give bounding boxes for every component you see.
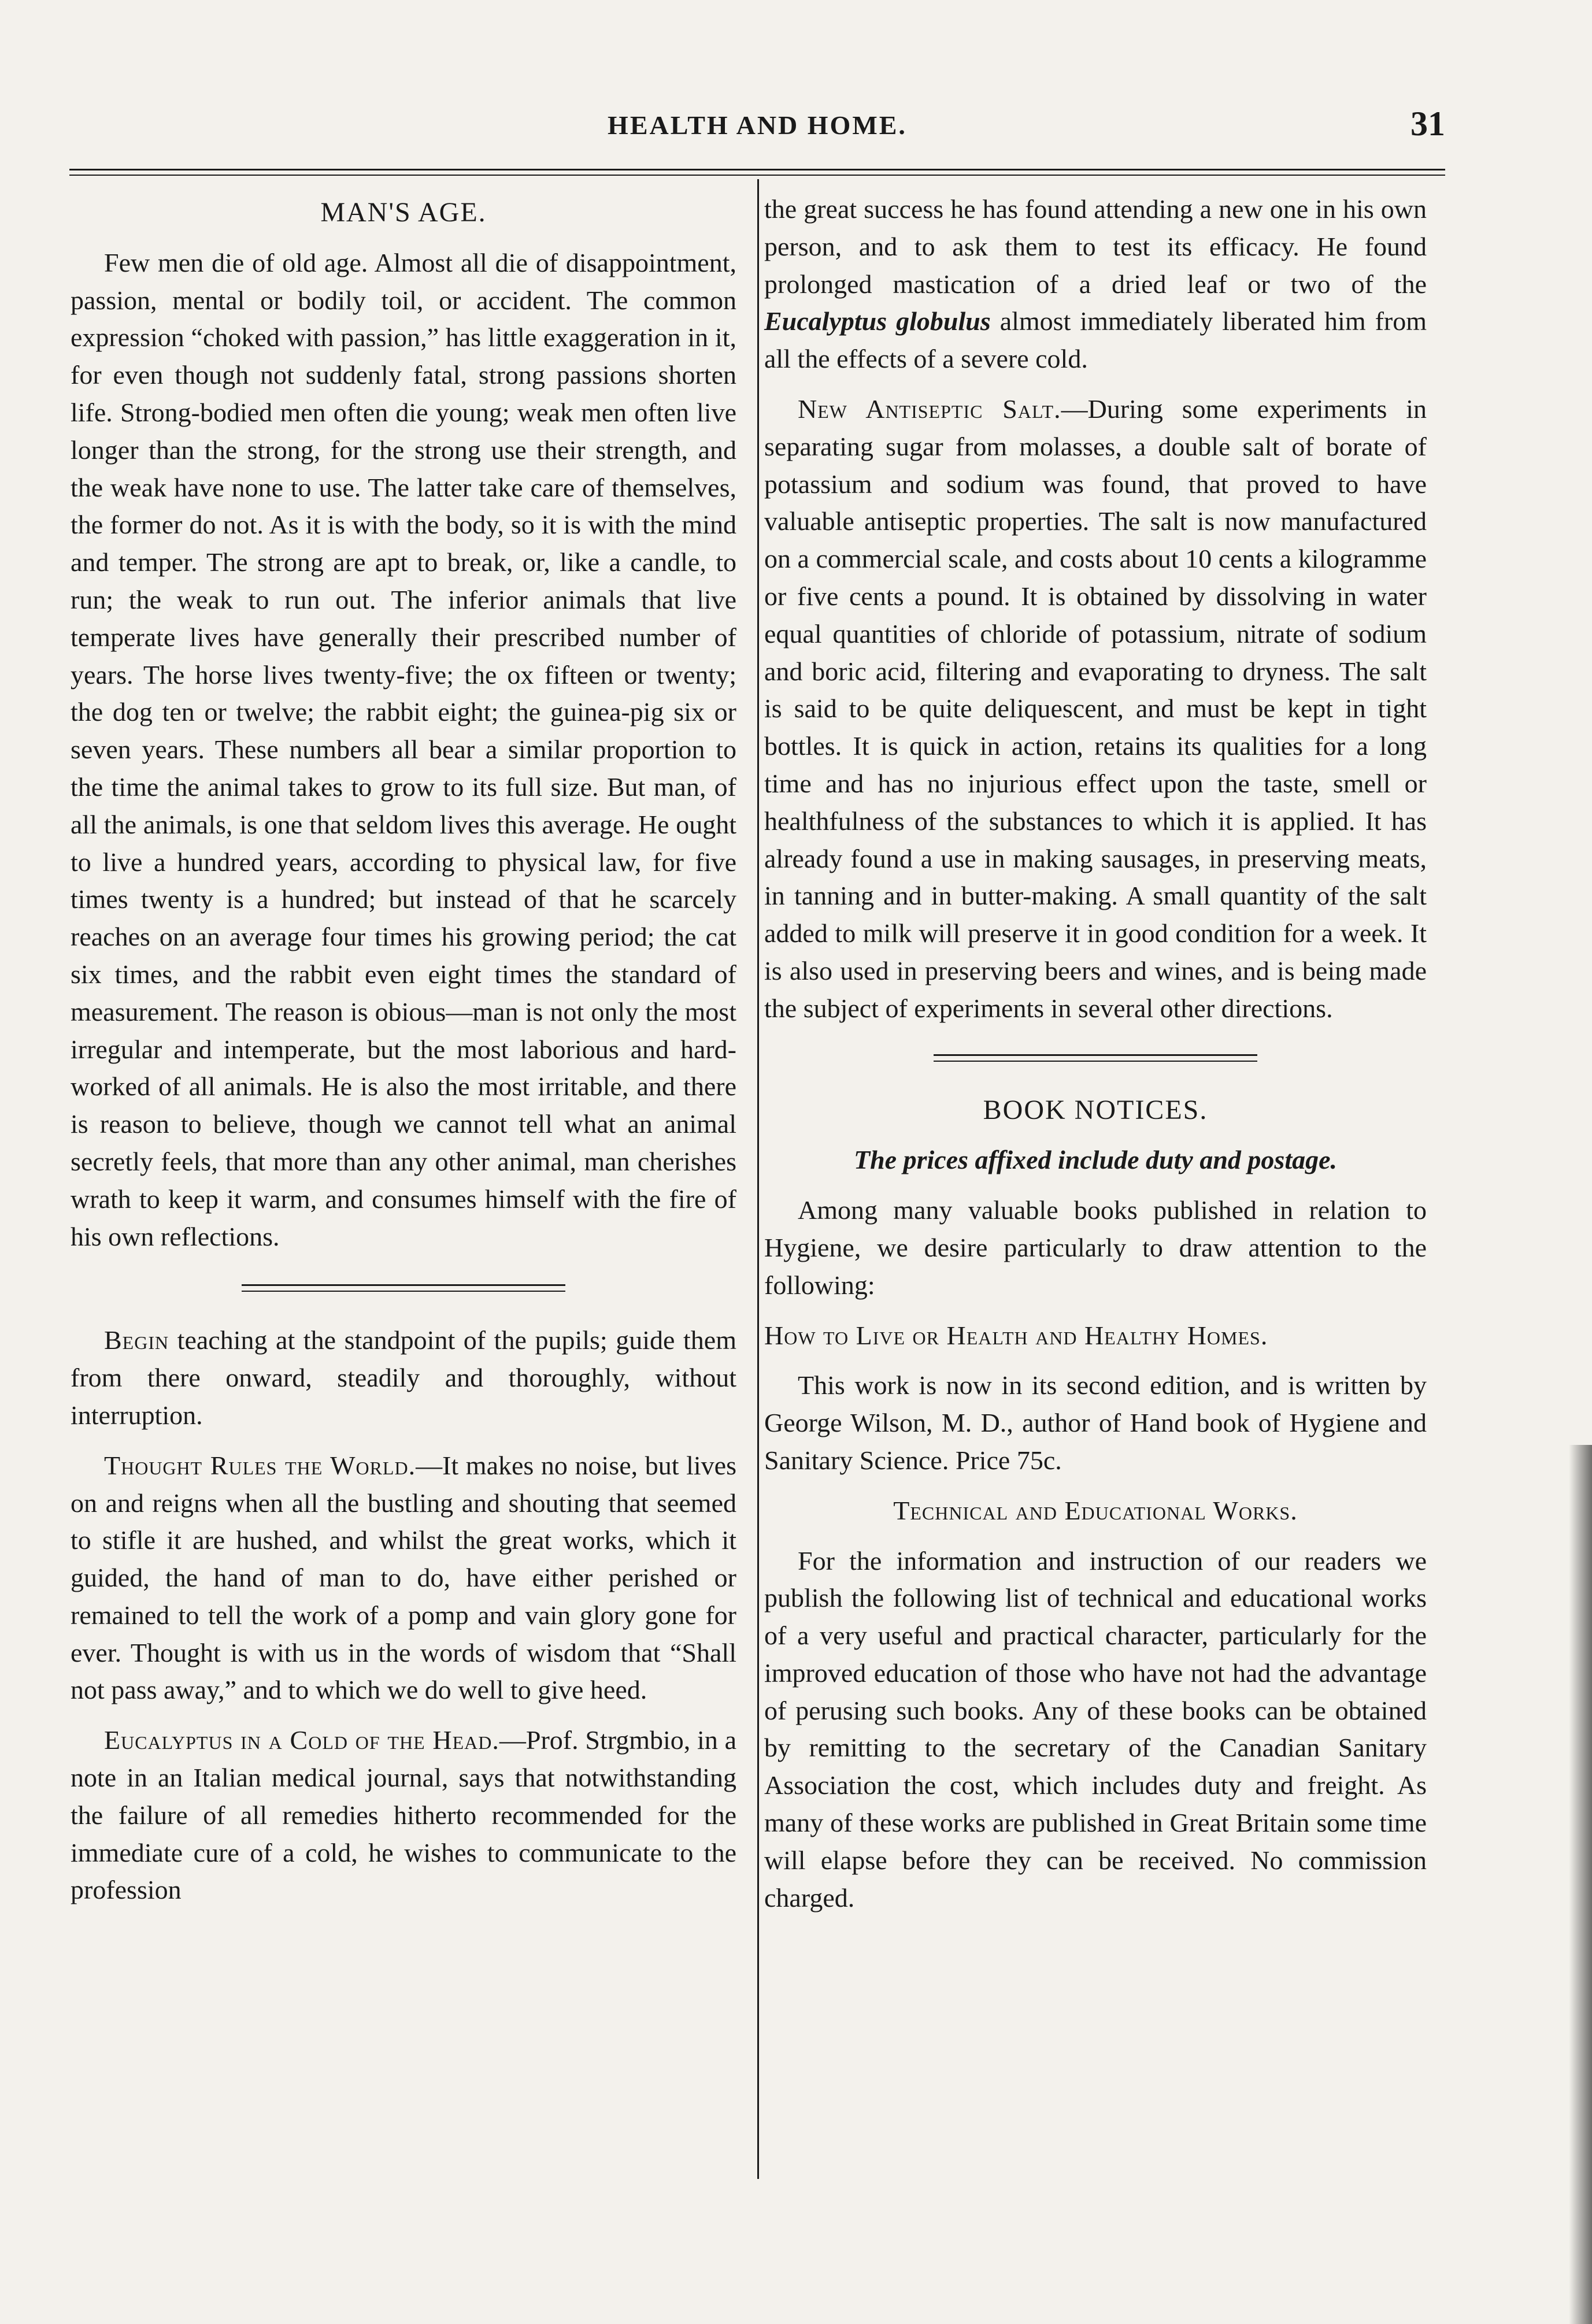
mans-age-paragraph: Few men die of old age. Almost all die of disappointment, passion, mental or bodily toil, or accident. The common expression “choked with passion,” has little exaggeration in it, for even though not suddenly fatal, strong passions shorten life. Strong-bodied men often die young; weak men often live longer than the strong, for the strong use their strength, and the weak have none to use. The latter take care of themselves, the former do not. As it is with the body, so it is with the mind and temper. The strong are apt to break, or, like a candle, to run; the weak to run out. The inferior animals that live temperate lives have generally their prescribed number of years. The horse lives twenty-five; the ox fifteen or twenty; the dog ten or twelve; the rabbit eight; the guinea-pig six or seven years. These numbers all bear a similar proportion to the time the animal takes to grow to its full size. But man, of all the animals, is one that seldom lives this average. He ought to live a hundred years, according to physical law, for five times twenty is a hundred; but instead of that he scarcely reaches on an average four times his growing period; the cat six times, and the rabbit even eight times the standard of measurement. The reason is obious—man is not only the most irregular and intemperate, but the most laborious and hard-worked of all animals. He is also the most irritable, and there is reason to believe, though we cannot tell what an animal secretly feels, that more than any other animal, man cherishes wrath to keep it warm, and consumes himself with the fire of his own reflections. — [71, 247, 736, 1251]
book-notices-title: BOOK NOTICES. — [983, 1094, 1208, 1125]
page-number: 31 — [1410, 105, 1445, 143]
eucalyptus-continuation — [764, 191, 1427, 378]
begin-lead: Begin — [104, 1325, 169, 1355]
antiseptic-lead: New Antiseptic Salt. — [798, 394, 1061, 424]
thought-paragraph — [71, 1447, 736, 1710]
technical-paragraph: For the information and instruction of our readers we publish the following list of technical and educational works of a very useful and practical character, particularly for the improved education of those who have not had the advantage of perusing such books. Any of these books can be obtained by remitting to the secretary of the Canadian Sanitary Association the cost, which includes duty and freight. As many of these works are published in Great Britain some time will elapse before they can be received. No commission charged. — [764, 1545, 1427, 1912]
book-notices-subtitle: The prices affixed include duty and postage. — [853, 1145, 1338, 1175]
book-title: How to Live or Health and Healthy Homes. — [764, 1320, 1268, 1350]
technical-heading: Technical and Educational Works. — [893, 1495, 1298, 1525]
begin-paragraph — [71, 1322, 736, 1434]
header-rule-inner — [69, 175, 1445, 176]
running-head: HEALTH AND HOME. — [608, 110, 907, 140]
eucalyptus-text: —Prof. Strgmbio, in a note in an Italian medical journal, says that notwithstanding the failure of all remedies hitherto recommended for the immediate cure of a cold, he wishes to communicate to the profession — [71, 1725, 736, 1905]
left-column — [71, 191, 736, 1909]
section-separator — [242, 1284, 565, 1292]
eucalyptus-lead: Eucalyptus in a Cold of the Head. — [104, 1725, 499, 1755]
eucalyptus-species: Eucalyptus globulus — [764, 306, 991, 336]
antiseptic-text: —During some experiments in separating sugar from molasses, a double salt of borate of potassium and sodium was found, that proved to have valuable antiseptic properties. The salt is now manufactured on a commercial scale, and costs about 10 cents a kilogramme or five cents a pound. It is obtained by dissolving in water equal quantities of chloride of potassium, nitrate of sodium and boric acid, filtering and evaporating to dryness. The salt is said to be quite deliquescent, and must be kept in tight bottles. It is quick in action, retains its qualities for a long time and has no injurious effect upon the taste, smell or healthfulness of the substances to which it is applied. It has already found a use in making sausages, in preserving meats, in tanning and in butter-making. A small quantity of the salt added to milk will preserve it in good condition for a week. It is also used in preserving beers and wines, and is being made the subject of experiments in several other directions. — [764, 394, 1427, 1023]
eucalyptus-cont-after: almost immediately liberated him from all the effects of a severe cold. — [764, 306, 1427, 374]
mans-age-title: MAN'S AGE. — [320, 197, 487, 228]
thought-text: —It makes no noise, but lives on and reigns when all the bustling and shouting that seemed to stifle it are hushed, and whilst the great works, which it guided, the hand of man to do, have either perished or remained to tell the work of a pomp and vain glory gone for ever. Thought is with us in the words of wisdom that “Shall not pass away,” and to which we do well to give heed. — [71, 1450, 736, 1705]
book-description: This work is now in its second edition, and is written by George Wilson, M. D., author of Hand book of Hygiene and Sanitary Science. Price 75c. — [764, 1370, 1427, 1475]
begin-text: teaching at the standpoint of the pupils; guide them from there onward, steadily and thoroughly, without interruption. — [71, 1325, 736, 1430]
eucalyptus-cont-before: the great success he has found attending a new one in his own person, and to ask them to test its efficacy. He found prolonged mastication of a dried leaf or two of the — [764, 194, 1427, 299]
antiseptic-paragraph — [764, 391, 1427, 1028]
right-column — [764, 191, 1427, 1917]
page-header — [69, 104, 1445, 150]
section-separator-right — [934, 1054, 1257, 1062]
eucalyptus-paragraph — [71, 1722, 736, 1909]
book-notices-intro: Among many valuable books published in relation to Hygiene, we desire particularly to draw attention to the following: — [764, 1195, 1427, 1300]
header-rule — [69, 169, 1445, 170]
thought-lead: Thought Rules the World. — [104, 1450, 416, 1480]
page-edge-shadow — [1569, 1445, 1592, 2324]
column-divider — [757, 179, 759, 2179]
